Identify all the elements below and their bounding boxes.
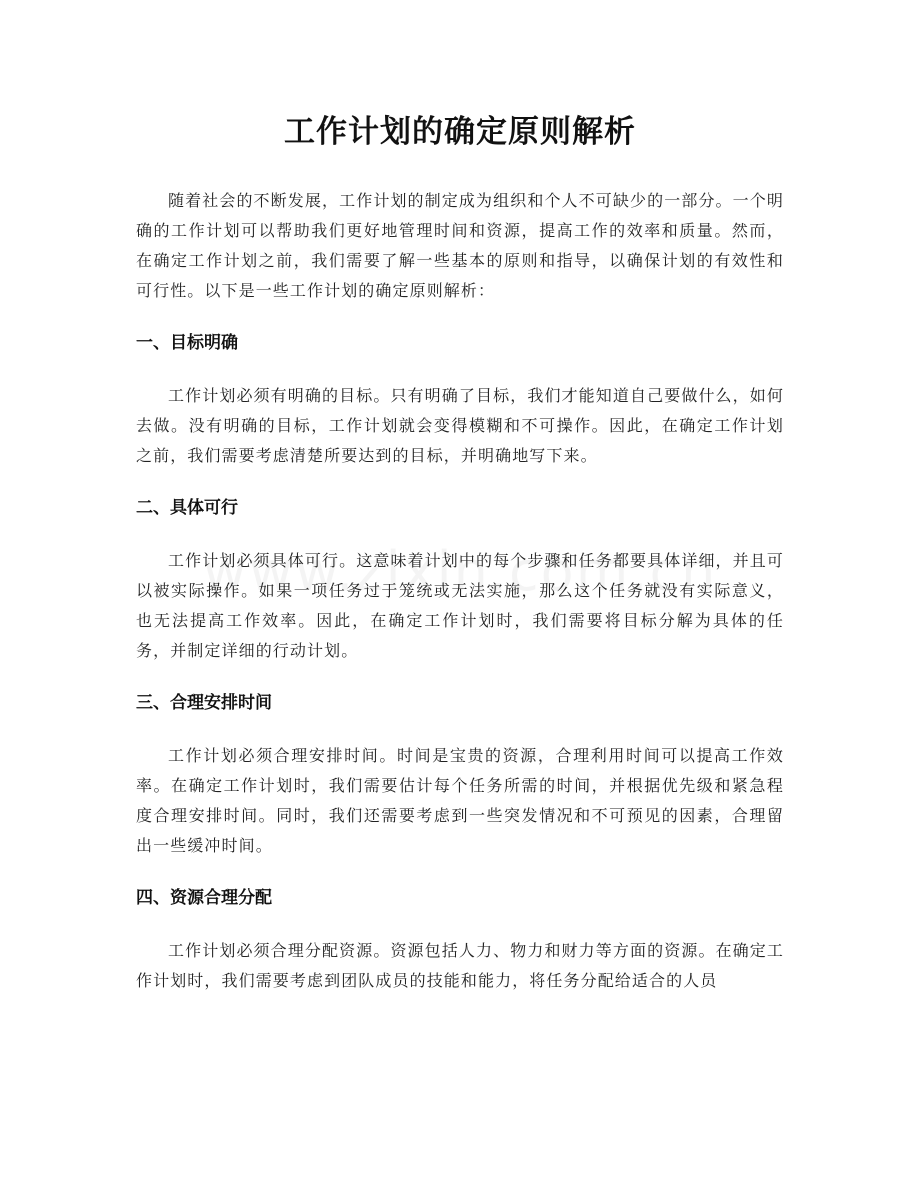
section-body-4: 工作计划必须合理分配资源。资源包括人力、物力和财力等方面的资源。在确定工作计划时，我们需要考虑到团队成员的技能和能力，将任务分配给适合的人员 <box>136 941 784 990</box>
document-body <box>136 186 784 996</box>
section-heading-1: 一、目标明确 <box>136 333 238 353</box>
intro-paragraph: 随着社会的不断发展，工作计划的制定成为组织和个人不可缺少的一部分。一个明确的工作计划可以帮助我们更好地管理时间和资源，提高工作的效率和质量。然而，在确定工作计划之前，我们需要了解一些基本的原则和指导，以确保计划的有效性和可行性。以下是一些工作计划的确定原则解析： <box>136 191 784 300</box>
section-body-1: 工作计划必须有明确的目标。只有明确了目标，我们才能知道自己要做什么，如何去做。没有明确的目标，工作计划就会变得模糊和不可操作。因此，在确定工作计划之前，我们需要考虑清楚所要达到的目标，并明确地写下来。 <box>136 386 784 465</box>
section-heading-4: 四、资源合理分配 <box>136 888 272 908</box>
section-body-3: 工作计划必须合理安排时间。时间是宝贵的资源，合理利用时间可以提高工作效率。在确定工作计划时，我们需要估计每个任务所需的时间，并根据优先级和紧急程度合理安排时间。同时，我们还需要考虑到一些突发情况和不可预见的因素，合理留出一些缓冲时间。 <box>136 746 784 855</box>
section-heading-3: 三、合理安排时间 <box>136 693 272 713</box>
section-body-2: 工作计划必须具体可行。这意味着计划中的每个步骤和任务都要具体详细，并且可以被实际操作。如果一项任务过于笼统或无法实施，那么这个任务就没有实际意义，也无法提高工作效率。因此，在确定工作计划时，我们需要将目标分解为具体的任务，并制定详细的行动计划。 <box>136 551 784 660</box>
page-title: 工作计划的确定原则解析 <box>284 114 636 150</box>
section-heading-2: 二、具体可行 <box>136 498 238 518</box>
